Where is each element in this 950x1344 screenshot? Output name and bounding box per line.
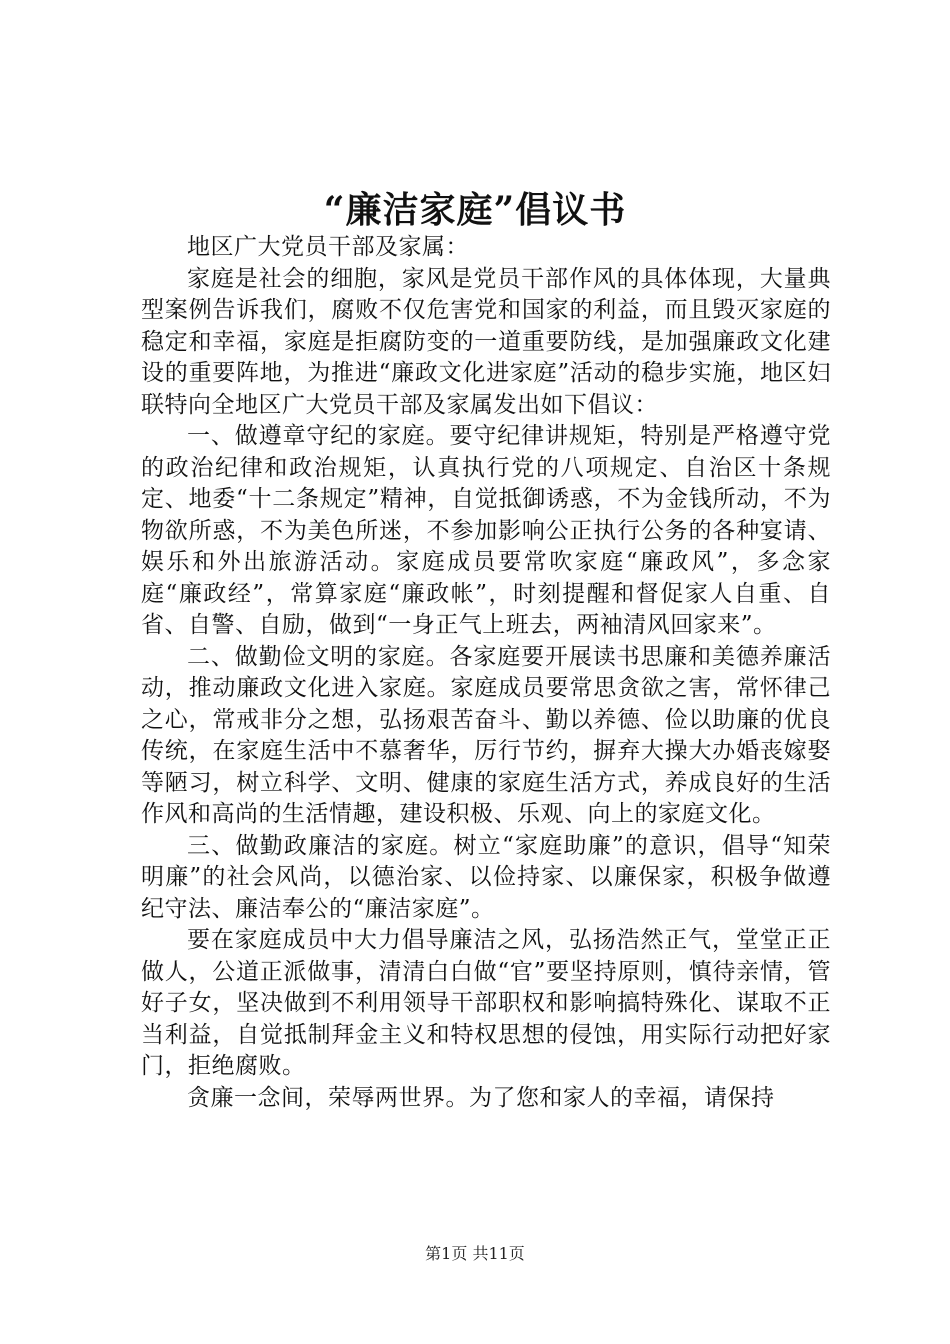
paragraph-item-2: 二、做勤俭文明的家庭。各家庭要开展读书思廉和美德养廉活动，推动廉政文化进入家庭。家庭成员要常思贪欲之害，常怀律己之心，常戒非分之想，弘扬艰苦奋斗、勤以养德、俭以助廉的优良传统，在家庭生活中不慕奢华，厉行节约，摒弃大操大办婚丧嫁娶等陋习，树立科学、文明、健康的家庭生活方式，养成良好的生活作风和高尚的生活情趣，建设积极、乐观、向上的家庭文化。 <box>141 643 831 827</box>
paragraph-item-1: 一、做遵章守纪的家庭。要守纪律讲规矩，特别是严格遵守党的政治纪律和政治规矩，认真执行党的八项规定、自治区十条规定、地委“十二条规定”精神，自觉抵御诱惑，不为金钱所动，不为物欲所惑，不为美色所迷，不参加影响公正执行公务的各种宴请、娱乐和外出旅游活动。家庭成员要常吹家庭“廉政风”，多念家庭“廉政经”，常算家庭“廉政帐”，时刻提醒和督促家人自重、自省、自警、自励，做到“一身正气上班去，两袖清风回家来”。 <box>141 423 831 638</box>
paragraph-item-3: 三、做勤政廉洁的家庭。树立“家庭助廉”的意识，倡导“知荣明廉”的社会风尚，以德治家、以俭持家、以廉保家，积极争做遵纪守法、廉洁奉公的“廉洁家庭”。 <box>141 832 831 922</box>
salutation: 地区广大党员干部及家属： <box>187 234 469 260</box>
page-number-footer: 第1页 共11页 <box>425 1244 525 1263</box>
paragraph-call: 要在家庭成员中大力倡导廉洁之风，弘扬浩然正气，堂堂正正做人，公道正派做事，清清白白做“官”要坚持原则，慎待亲情，管好子女，坚决做到不利用领导干部职权和影响搞特殊化、谋取不正当利益，自觉抵制拜金主义和特权思想的侵蚀，用实际行动把好家门，拒绝腐败。 <box>141 927 831 1079</box>
paragraph-closing: 贪廉一念间，荣辱两世界。为了您和家人的幸福，请保持 <box>187 1084 775 1111</box>
document-body <box>141 232 831 1114</box>
document-title: “廉洁家庭”倡议书 <box>323 189 627 231</box>
paragraph-intro: 家庭是社会的细胞，家风是党员干部作风的具体体现，大量典型案例告诉我们，腐败不仅危害党和国家的利益，而且毁灭家庭的稳定和幸福，家庭是拒腐防变的一道重要防线，是加强廉政文化建设的重要阵地，为推进“廉政文化进家庭”活动的稳步实施，地区妇联特向全地区广大党员干部及家属发出如下倡议： <box>141 265 831 418</box>
